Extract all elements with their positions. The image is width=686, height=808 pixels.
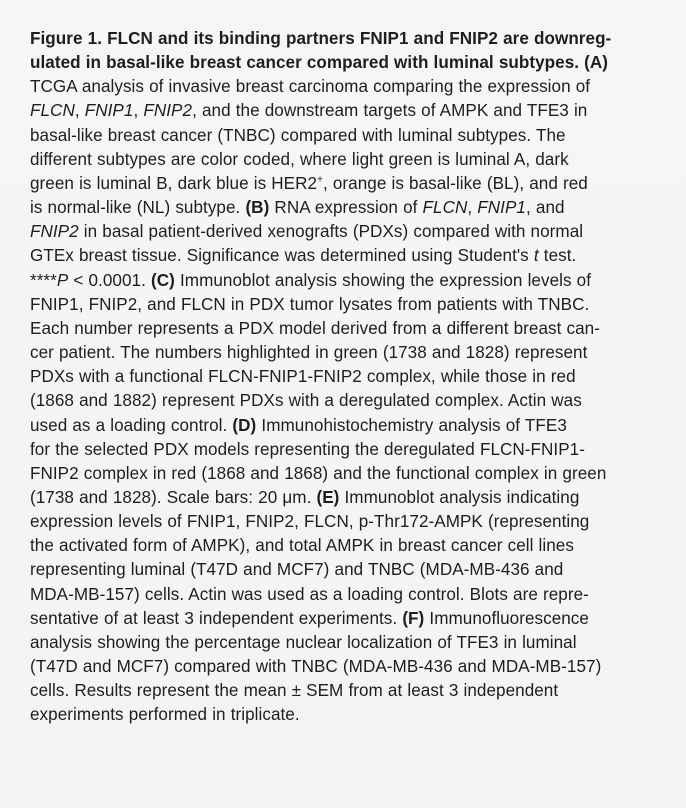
caption-line bbox=[30, 99, 680, 123]
caption-text: test. bbox=[538, 246, 577, 266]
caption-text: PDXs with a functional FLCN-FNIP1-FNIP2 complex, while those in red bbox=[30, 367, 576, 387]
caption-line bbox=[30, 510, 680, 534]
caption-text: RNA expression of bbox=[269, 198, 423, 218]
caption-line bbox=[30, 220, 680, 244]
caption-text: , and the downstream targets of AMPK and TFE3 in bbox=[192, 101, 588, 121]
caption-line bbox=[30, 631, 680, 655]
caption-italic-text: FLCN bbox=[30, 101, 75, 121]
caption-italic-text: FLCN bbox=[422, 198, 468, 218]
caption-line bbox=[30, 269, 680, 293]
caption-line bbox=[30, 244, 680, 268]
caption-line bbox=[30, 462, 680, 486]
caption-italic-text: FNIP2 bbox=[30, 222, 79, 242]
caption-text: different subtypes are color coded, where light green is luminal A, dark bbox=[30, 149, 569, 169]
caption-text: (1738 and 1828). Scale bars: 20 μm. bbox=[30, 487, 317, 507]
caption-text: cer patient. The numbers highlighted in green (1738 and 1828) represent bbox=[30, 343, 588, 363]
caption-text: used as a loading control. bbox=[30, 415, 233, 435]
caption-bold-text: (E) bbox=[316, 487, 340, 507]
caption-line bbox=[30, 655, 680, 679]
caption-text: Immunoblot analysis showing the expression levels of bbox=[174, 270, 592, 290]
caption-text: FNIP2 complex in red (1868 and 1868) and the functional complex in green bbox=[30, 463, 607, 483]
caption-text: MDA-MB-157) cells. Actin was used as a loading control. Blots are repre- bbox=[30, 584, 589, 604]
caption-text: TCGA analysis of invasive breast carcinoma comparing the expression of bbox=[30, 77, 591, 97]
caption-text: Immunoblot analysis indicating bbox=[339, 487, 580, 507]
caption-superscript: + bbox=[317, 174, 323, 186]
caption-text: , bbox=[74, 101, 85, 121]
caption-text: , bbox=[133, 101, 144, 121]
caption-line bbox=[30, 414, 680, 438]
caption-line bbox=[30, 486, 680, 510]
caption-text: Immunofluorescence bbox=[424, 608, 589, 628]
caption-line bbox=[30, 558, 680, 582]
caption-text: , bbox=[467, 198, 478, 218]
caption-line bbox=[30, 27, 680, 51]
caption-bold-text: (C) bbox=[150, 270, 175, 290]
caption-text: < 0.0001. bbox=[68, 270, 151, 290]
caption-bold-text: ulated in basal-like breast cancer compared with luminal subtypes. (A) bbox=[30, 53, 609, 73]
caption-line bbox=[30, 438, 680, 462]
caption-line bbox=[30, 317, 680, 341]
caption-text: basal-like breast cancer (TNBC) compared with luminal subtypes. The bbox=[30, 125, 566, 145]
caption-bold-text: Figure 1. FLCN and its binding partners FNIP1 and FNIP2 are downreg- bbox=[30, 29, 612, 48]
caption-text: FNIP1, FNIP2, and FLCN in PDX tumor lysates from patients with TNBC. bbox=[30, 294, 590, 314]
caption-text: representing luminal (T47D and MCF7) and TNBC (MDA-MB-436 and bbox=[30, 560, 564, 580]
caption-text: green is luminal B, dark blue is HER2 bbox=[30, 173, 318, 193]
caption-italic-text: FNIP1 bbox=[477, 198, 526, 218]
caption-bold-text: (F) bbox=[402, 608, 425, 628]
caption-text: is normal-like (NL) subtype. bbox=[30, 198, 246, 218]
caption-line bbox=[30, 583, 680, 607]
caption-italic-text: P bbox=[56, 270, 69, 290]
caption-line bbox=[30, 51, 680, 75]
caption-line bbox=[30, 196, 680, 220]
caption-text: (1868 and 1882) represent PDXs with a deregulated complex. Actin was bbox=[30, 391, 582, 411]
caption-italic-text: FNIP2 bbox=[143, 101, 193, 121]
caption-line bbox=[30, 534, 680, 558]
caption-line bbox=[30, 607, 680, 631]
caption-text: , and bbox=[526, 198, 565, 218]
caption-bold-text: (D) bbox=[232, 415, 257, 435]
caption-text: (T47D and MCF7) compared with TNBC (MDA-MB-436 and MDA-MB-157) bbox=[30, 657, 602, 677]
caption-line bbox=[30, 124, 680, 148]
caption-text: for the selected PDX models representing the deregulated FLCN-FNIP1- bbox=[30, 439, 585, 459]
caption-text: cells. Results represent the mean ± SEM from at least 3 independent bbox=[30, 681, 559, 701]
caption-line bbox=[30, 679, 680, 703]
caption-text: sentative of at least 3 independent experiments. bbox=[30, 608, 403, 628]
caption-line bbox=[30, 172, 680, 196]
caption-text: in basal patient-derived xenografts (PDXs) compared with normal bbox=[78, 222, 584, 242]
caption-line bbox=[30, 148, 680, 172]
caption-text: expression levels of FNIP1, FNIP2, FLCN, p-Thr172-AMPK (representing bbox=[30, 512, 590, 532]
caption-text: **** bbox=[30, 270, 57, 290]
caption-text: , orange is basal-like (BL), and red bbox=[322, 173, 588, 193]
caption-line bbox=[30, 341, 680, 365]
caption-line bbox=[30, 75, 680, 99]
caption-italic-text: t bbox=[533, 246, 539, 266]
caption-text: experiments performed in triplicate. bbox=[30, 705, 300, 725]
caption-text: Immunohistochemistry analysis of TFE3 bbox=[256, 415, 567, 435]
caption-italic-text: FNIP1 bbox=[84, 101, 134, 121]
caption-line bbox=[30, 703, 680, 727]
caption-text: Each number represents a PDX model derived from a different breast can- bbox=[30, 318, 600, 338]
figure-caption bbox=[30, 27, 680, 728]
caption-line bbox=[30, 293, 680, 317]
caption-text: GTEx breast tissue. Significance was determined using Student's bbox=[30, 246, 534, 266]
caption-text: the activated form of AMPK), and total AMPK in breast cancer cell lines bbox=[30, 536, 574, 556]
caption-line bbox=[30, 389, 680, 413]
caption-text: analysis showing the percentage nuclear localization of TFE3 in luminal bbox=[30, 632, 577, 652]
caption-line bbox=[30, 365, 680, 389]
caption-bold-text: (B) bbox=[245, 198, 270, 218]
